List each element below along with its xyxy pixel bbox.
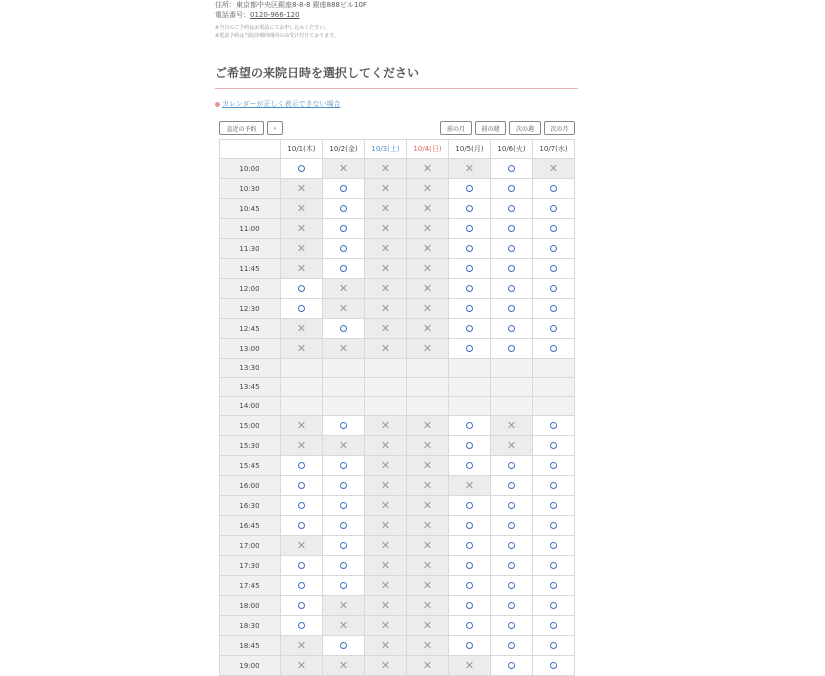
unavailable-mark-icon: ✕	[423, 460, 432, 471]
unavailable-mark-icon: ✕	[381, 540, 390, 551]
unavailable-mark-icon: ✕	[381, 600, 390, 611]
page-title: ご希望の来院日時を選択してください	[215, 64, 419, 81]
day-header: 10/7(水)	[533, 139, 575, 159]
unavailable-mark-icon: ✕	[381, 420, 390, 431]
unavailable-mark-icon: ✕	[381, 343, 390, 354]
unavailable-mark-icon: ✕	[339, 620, 348, 631]
day-header: 10/2(金)	[323, 139, 365, 159]
unavailable-mark-icon: ✕	[297, 440, 306, 451]
unavailable-mark-icon: ✕	[381, 283, 390, 294]
unavailable-mark-icon: ✕	[381, 163, 390, 174]
bullet-icon	[215, 102, 220, 107]
unavailable-mark-icon: ✕	[297, 540, 306, 551]
unavailable-mark-icon: ✕	[423, 580, 432, 591]
unavailable-mark-icon: ✕	[423, 420, 432, 431]
nearest-reservation-button[interactable]: 直近の予約	[219, 121, 264, 135]
unavailable-mark-icon: ✕	[423, 203, 432, 214]
unavailable-mark-icon: ✕	[297, 223, 306, 234]
unavailable-mark-icon: ✕	[381, 183, 390, 194]
calendar-help-link[interactable]: カレンダーが正しく表示できない場合	[222, 100, 341, 108]
time-label: 10:30	[219, 179, 281, 199]
unavailable-mark-icon: ✕	[297, 183, 306, 194]
calendar-frame	[219, 139, 575, 676]
unavailable-mark-icon: ✕	[381, 223, 390, 234]
unavailable-mark-icon: ✕	[297, 660, 306, 671]
unavailable-mark-icon: ✕	[381, 440, 390, 451]
unavailable-mark-icon: ✕	[423, 540, 432, 551]
clinic-tel-line	[215, 10, 367, 20]
time-label: 12:00	[219, 279, 281, 299]
unavailable-mark-icon: ✕	[339, 303, 348, 314]
unavailable-mark-icon: ✕	[423, 660, 432, 671]
unavailable-mark-icon: ✕	[507, 440, 516, 451]
unavailable-mark-icon: ✕	[423, 223, 432, 234]
unavailable-mark-icon: ✕	[339, 163, 348, 174]
unavailable-mark-icon: ✕	[381, 480, 390, 491]
day-header: 10/5(月)	[449, 139, 491, 159]
time-label: 19:00	[219, 656, 281, 676]
time-label: 10:00	[219, 159, 281, 179]
time-label: 10:45	[219, 199, 281, 219]
unavailable-mark-icon: ✕	[423, 243, 432, 254]
time-label: 18:00	[219, 596, 281, 616]
unavailable-mark-icon: ✕	[423, 343, 432, 354]
day-header: 10/4(日)	[407, 139, 449, 159]
unavailable-mark-icon: ✕	[381, 580, 390, 591]
unavailable-mark-icon: ✕	[339, 660, 348, 671]
title-divider	[215, 88, 578, 89]
unavailable-mark-icon: ✕	[381, 500, 390, 511]
unavailable-mark-icon: ✕	[381, 660, 390, 671]
day-header: 10/1(木)	[281, 139, 323, 159]
unavailable-mark-icon: ✕	[297, 203, 306, 214]
unavailable-mark-icon: ✕	[297, 263, 306, 274]
unavailable-mark-icon: ✕	[423, 440, 432, 451]
unavailable-mark-icon: ✕	[423, 600, 432, 611]
unavailable-mark-icon: ✕	[423, 520, 432, 531]
tel-link[interactable]: 0120-966-120	[250, 11, 300, 19]
unavailable-mark-icon: ✕	[465, 480, 474, 491]
unavailable-mark-icon: ✕	[423, 263, 432, 274]
calendar-picker-button[interactable]	[267, 121, 283, 135]
time-label: 13:45	[219, 378, 281, 397]
unavailable-mark-icon: ✕	[297, 640, 306, 651]
time-label: 12:45	[219, 319, 281, 339]
tel-label: 電話番号：	[215, 11, 250, 19]
time-label: 13:00	[219, 339, 281, 359]
unavailable-mark-icon: ✕	[381, 323, 390, 334]
unavailable-mark-icon: ✕	[381, 640, 390, 651]
unavailable-mark-icon: ✕	[339, 440, 348, 451]
unavailable-mark-icon: ✕	[423, 560, 432, 571]
notice-line: ※当日のご予約はお電話にてお申し込みください。	[215, 24, 339, 32]
unavailable-mark-icon: ✕	[423, 283, 432, 294]
unavailable-mark-icon: ✕	[381, 620, 390, 631]
unavailable-mark-icon: ✕	[423, 323, 432, 334]
day-header: 10/6(火)	[491, 139, 533, 159]
next-month-button[interactable]: 次の月	[544, 121, 575, 135]
clinic-info	[215, 0, 367, 20]
time-label: 16:45	[219, 516, 281, 536]
unavailable-mark-icon: ✕	[507, 420, 516, 431]
unavailable-mark-icon: ✕	[423, 480, 432, 491]
prev-week-button[interactable]: 前の週	[475, 121, 506, 135]
notice-text	[215, 24, 339, 40]
calendar-help[interactable]	[215, 99, 341, 109]
notice-line: ※電話予約は当院診療時間内のみ受け付けております。	[215, 32, 339, 40]
calendar-icon	[274, 124, 276, 133]
unavailable-mark-icon: ✕	[381, 203, 390, 214]
unavailable-mark-icon: ✕	[381, 460, 390, 471]
unavailable-mark-icon: ✕	[423, 640, 432, 651]
time-label: 17:00	[219, 536, 281, 556]
time-label: 15:30	[219, 436, 281, 456]
time-label: 15:00	[219, 416, 281, 436]
unavailable-mark-icon: ✕	[423, 183, 432, 194]
time-label: 16:30	[219, 496, 281, 516]
unavailable-mark-icon: ✕	[423, 500, 432, 511]
unavailable-mark-icon: ✕	[549, 163, 558, 174]
day-header: 10/3(土)	[365, 139, 407, 159]
time-label: 12:30	[219, 299, 281, 319]
time-label: 16:00	[219, 476, 281, 496]
unavailable-mark-icon: ✕	[339, 343, 348, 354]
prev-month-button[interactable]: 前の月	[440, 121, 472, 135]
unavailable-mark-icon: ✕	[381, 560, 390, 571]
unavailable-mark-icon: ✕	[297, 323, 306, 334]
time-label: 11:45	[219, 259, 281, 279]
unavailable-mark-icon: ✕	[297, 420, 306, 431]
unavailable-mark-icon: ✕	[381, 263, 390, 274]
unavailable-mark-icon: ✕	[297, 343, 306, 354]
unavailable-mark-icon: ✕	[381, 520, 390, 531]
time-label: 14:00	[219, 397, 281, 416]
unavailable-mark-icon: ✕	[339, 600, 348, 611]
time-label: 17:30	[219, 556, 281, 576]
time-label: 11:00	[219, 219, 281, 239]
clinic-address: 住所：東京都中央区銀座8-8-8 銀座888ビル10F	[215, 0, 367, 10]
time-label: 15:45	[219, 456, 281, 476]
time-label: 18:45	[219, 636, 281, 656]
unavailable-mark-icon: ✕	[465, 660, 474, 671]
next-week-button[interactable]: 次の週	[509, 121, 541, 135]
unavailable-mark-icon: ✕	[465, 163, 474, 174]
time-label: 11:30	[219, 239, 281, 259]
time-label: 17:45	[219, 576, 281, 596]
unavailable-mark-icon: ✕	[339, 283, 348, 294]
unavailable-mark-icon: ✕	[423, 303, 432, 314]
unavailable-mark-icon: ✕	[423, 163, 432, 174]
unavailable-mark-icon: ✕	[423, 620, 432, 631]
unavailable-mark-icon: ✕	[381, 303, 390, 314]
unavailable-mark-icon: ✕	[297, 243, 306, 254]
time-label: 13:30	[219, 359, 281, 378]
unavailable-mark-icon: ✕	[381, 243, 390, 254]
time-label: 18:30	[219, 616, 281, 636]
